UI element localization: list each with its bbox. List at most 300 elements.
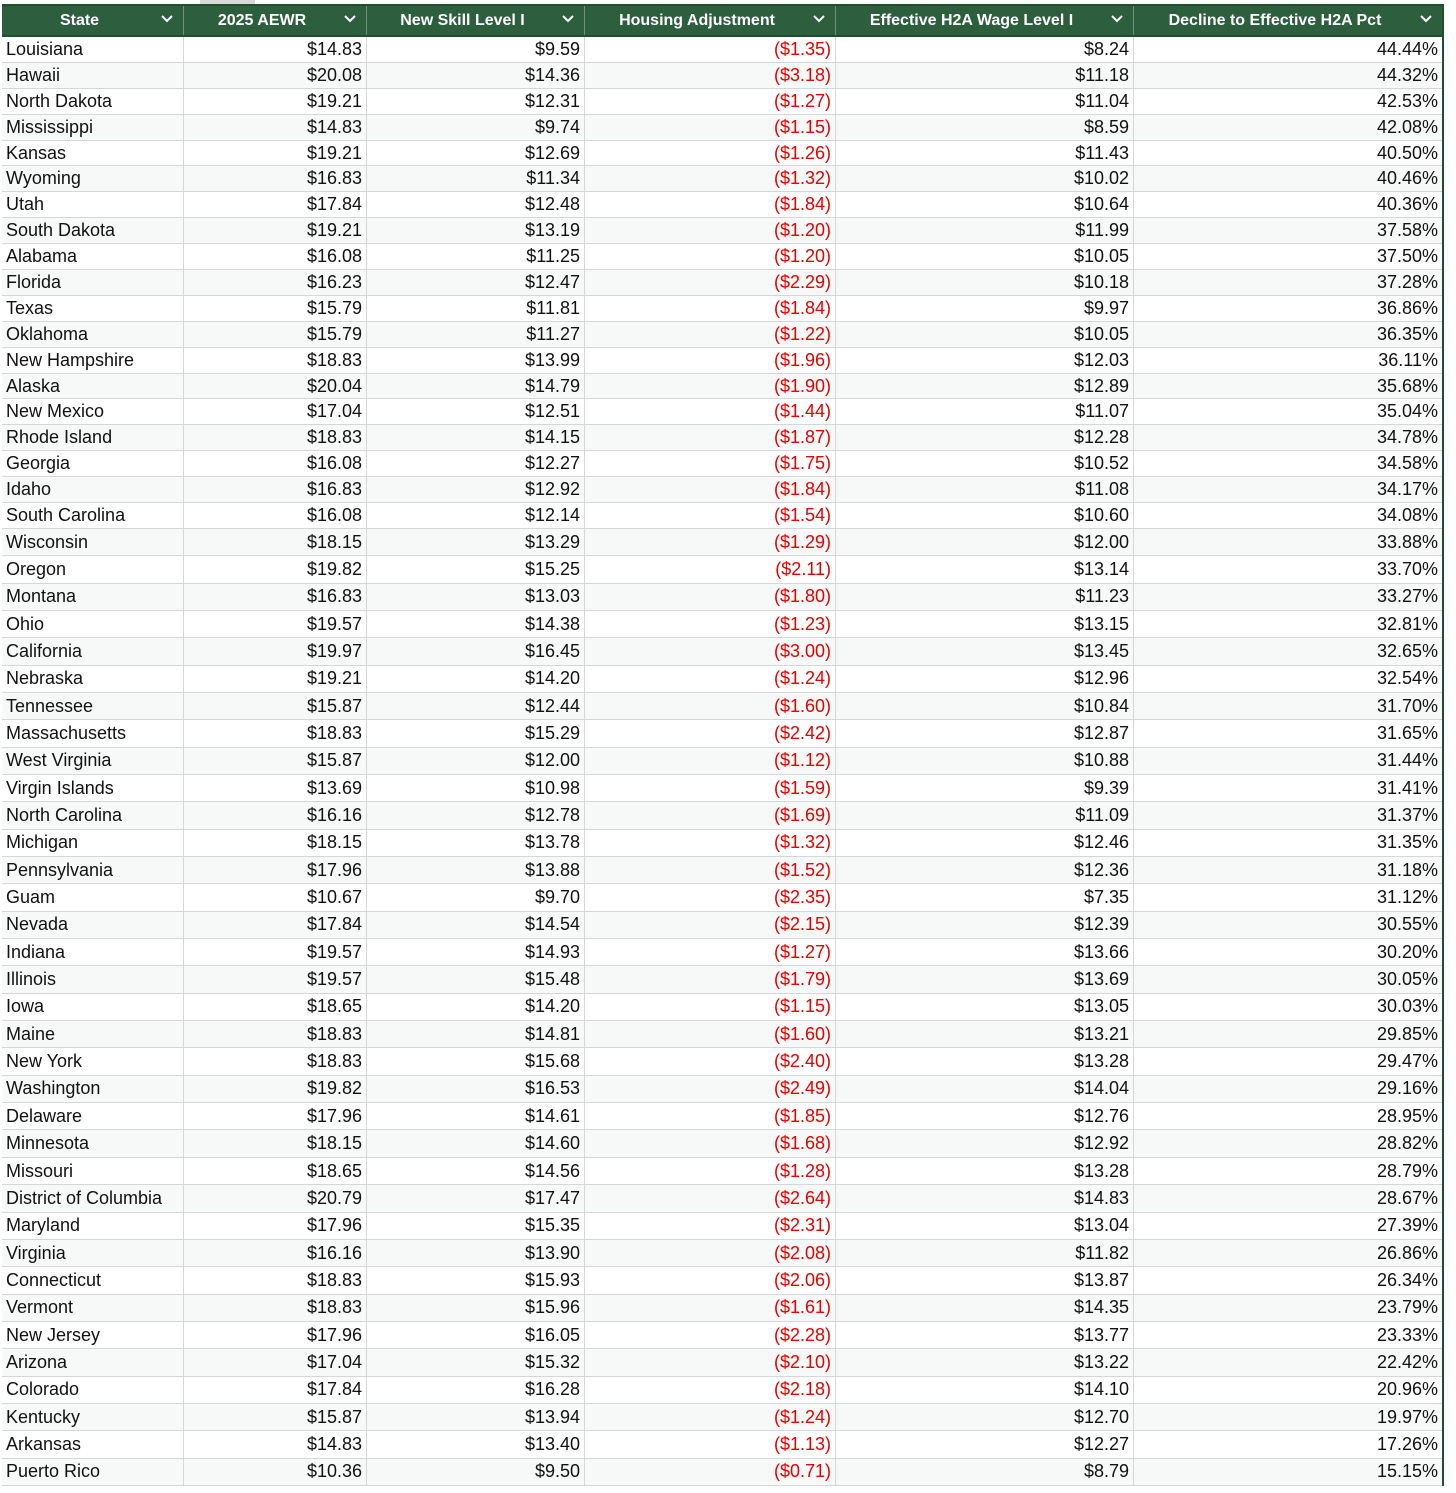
cell-new-skill-level-1[interactable]: $15.25 — [367, 556, 585, 582]
cell-aewr-2025[interactable]: $20.04 — [184, 374, 367, 399]
cell-state[interactable]: Puerto Rico — [2, 1459, 184, 1485]
cell-effective-h2a-wage-level-1[interactable]: $9.97 — [836, 296, 1134, 321]
cell-state[interactable]: Virgin Islands — [2, 775, 184, 801]
cell-housing-adjustment[interactable]: ($2.31) — [585, 1213, 836, 1239]
cell-decline-pct[interactable]: 34.17% — [1376, 479, 1438, 500]
cell-effective-h2a-wage-level-1[interactable]: $10.60 — [836, 503, 1134, 528]
cell-new-skill-level-1[interactable]: $14.15 — [367, 425, 585, 450]
cell-decline-pct[interactable]: 23.79% — [1376, 1297, 1438, 1318]
cell-decline-pct[interactable]: 30.55% — [1376, 914, 1438, 935]
cell-aewr-2025[interactable]: $17.84 — [184, 192, 367, 217]
cell-decline-pct[interactable]: 28.67% — [1376, 1187, 1438, 1208]
cell-state[interactable]: Alabama — [2, 244, 184, 269]
cell-housing-adjustment[interactable]: ($1.26) — [585, 141, 836, 166]
cell-aewr-2025[interactable]: $17.04 — [184, 1349, 367, 1375]
cell-aewr-2025[interactable]: $16.23 — [184, 270, 367, 295]
cell-effective-h2a-wage-level-1[interactable]: $10.05 — [836, 244, 1134, 269]
cell-aewr-2025[interactable]: $19.97 — [184, 638, 367, 664]
cell-decline-pct[interactable]: 31.35% — [1376, 832, 1438, 853]
cell-aewr-2025[interactable]: $16.83 — [184, 477, 367, 502]
cell-effective-h2a-wage-level-1[interactable]: $10.52 — [836, 451, 1134, 476]
cell-decline-pct[interactable]: 15.15% — [1376, 1461, 1438, 1482]
cell-effective-h2a-wage-level-1[interactable]: $12.89 — [836, 374, 1134, 399]
cell-effective-h2a-wage-level-1[interactable]: $12.00 — [836, 529, 1134, 555]
cell-new-skill-level-1[interactable]: $14.38 — [367, 611, 585, 637]
cell-aewr-2025[interactable]: $17.96 — [184, 1103, 367, 1129]
cell-state[interactable]: New Hampshire — [2, 348, 184, 373]
filter-dropdown-icon[interactable] — [1420, 14, 1432, 24]
cell-decline-pct[interactable]: 31.41% — [1376, 777, 1438, 798]
cell-effective-h2a-wage-level-1[interactable]: $13.77 — [836, 1322, 1134, 1348]
cell-decline-pct[interactable]: 28.79% — [1376, 1160, 1438, 1181]
cell-effective-h2a-wage-level-1[interactable]: $13.45 — [836, 638, 1134, 664]
cell-effective-h2a-wage-level-1[interactable]: $7.35 — [836, 884, 1134, 910]
cell-new-skill-level-1[interactable]: $11.25 — [367, 244, 585, 269]
cell-new-skill-level-1[interactable]: $14.61 — [367, 1103, 585, 1129]
cell-housing-adjustment[interactable]: ($1.69) — [585, 802, 836, 828]
cell-housing-adjustment[interactable]: ($1.24) — [585, 666, 836, 692]
cell-effective-h2a-wage-level-1[interactable]: $11.07 — [836, 399, 1134, 424]
cell-decline-pct[interactable]: 35.68% — [1376, 375, 1438, 396]
cell-effective-h2a-wage-level-1[interactable]: $12.03 — [836, 348, 1134, 373]
cell-aewr-2025[interactable]: $16.83 — [184, 166, 367, 191]
cell-housing-adjustment[interactable]: ($2.15) — [585, 912, 836, 938]
cell-decline-pct[interactable]: 37.28% — [1376, 271, 1438, 292]
cell-aewr-2025[interactable]: $18.83 — [184, 1267, 367, 1293]
cell-decline-pct[interactable]: 31.65% — [1376, 723, 1438, 743]
cell-housing-adjustment[interactable]: ($1.27) — [585, 939, 836, 965]
cell-state[interactable]: Massachusetts — [2, 720, 184, 746]
column-header-aewr-2025[interactable] — [184, 6, 367, 35]
cell-new-skill-level-1[interactable]: $15.48 — [367, 966, 585, 992]
cell-aewr-2025[interactable]: $19.82 — [184, 1076, 367, 1102]
cell-decline-pct[interactable]: 33.27% — [1376, 586, 1438, 607]
cell-housing-adjustment[interactable]: ($1.13) — [585, 1431, 836, 1457]
cell-new-skill-level-1[interactable]: $12.92 — [367, 477, 585, 502]
cell-decline-pct[interactable]: 29.85% — [1376, 1023, 1438, 1044]
cell-state[interactable]: Ohio — [2, 611, 184, 637]
cell-decline-pct[interactable]: 28.95% — [1376, 1105, 1438, 1126]
cell-state[interactable]: Iowa — [2, 994, 184, 1020]
cell-new-skill-level-1[interactable]: $17.47 — [367, 1185, 585, 1211]
cell-housing-adjustment[interactable]: ($1.60) — [585, 1021, 836, 1047]
cell-decline-pct[interactable]: 31.18% — [1376, 859, 1438, 880]
cell-new-skill-level-1[interactable]: $12.78 — [367, 802, 585, 828]
cell-effective-h2a-wage-level-1[interactable]: $10.88 — [836, 748, 1134, 774]
cell-aewr-2025[interactable]: $15.79 — [184, 322, 367, 347]
cell-aewr-2025[interactable]: $17.96 — [184, 857, 367, 883]
cell-aewr-2025[interactable]: $17.84 — [184, 1377, 367, 1403]
cell-decline-pct[interactable]: 20.96% — [1376, 1379, 1438, 1400]
cell-new-skill-level-1[interactable]: $11.81 — [367, 296, 585, 321]
cell-housing-adjustment[interactable]: ($1.22) — [585, 322, 836, 347]
column-header-state[interactable] — [2, 6, 184, 35]
cell-decline-pct[interactable]: 32.54% — [1376, 668, 1438, 689]
cell-aewr-2025[interactable]: $18.83 — [184, 1295, 367, 1321]
cell-effective-h2a-wage-level-1[interactable]: $13.14 — [836, 556, 1134, 582]
cell-decline-pct[interactable]: 17.26% — [1376, 1433, 1438, 1454]
cell-housing-adjustment[interactable]: ($1.87) — [585, 425, 836, 450]
cell-decline-pct[interactable]: 26.34% — [1376, 1269, 1438, 1290]
cell-decline-pct[interactable]: 40.50% — [1376, 142, 1438, 163]
cell-aewr-2025[interactable]: $17.04 — [184, 399, 367, 424]
cell-housing-adjustment[interactable]: ($1.84) — [585, 192, 836, 217]
cell-decline-pct[interactable]: 36.11% — [1378, 349, 1438, 370]
cell-aewr-2025[interactable]: $19.57 — [184, 611, 367, 637]
cell-state[interactable]: District of Columbia — [2, 1185, 184, 1211]
cell-aewr-2025[interactable]: $19.21 — [184, 89, 367, 114]
cell-housing-adjustment[interactable]: ($1.84) — [585, 296, 836, 321]
cell-effective-h2a-wage-level-1[interactable]: $13.66 — [836, 939, 1134, 965]
cell-decline-pct[interactable]: 40.36% — [1376, 194, 1438, 215]
cell-new-skill-level-1[interactable]: $16.28 — [367, 1377, 585, 1403]
cell-housing-adjustment[interactable]: ($1.75) — [585, 451, 836, 476]
cell-state[interactable]: New Mexico — [2, 399, 184, 424]
cell-decline-pct[interactable]: 37.50% — [1376, 246, 1438, 267]
cell-effective-h2a-wage-level-1[interactable]: $13.05 — [836, 994, 1134, 1020]
cell-decline-pct[interactable]: 37.58% — [1376, 220, 1438, 241]
cell-aewr-2025[interactable]: $15.87 — [184, 693, 367, 719]
cell-housing-adjustment[interactable]: ($2.28) — [585, 1322, 836, 1348]
cell-effective-h2a-wage-level-1[interactable]: $12.39 — [836, 912, 1134, 938]
cell-state[interactable]: New Jersey — [2, 1322, 184, 1348]
cell-effective-h2a-wage-level-1[interactable]: $12.87 — [836, 720, 1134, 746]
cell-state[interactable]: Washington — [2, 1076, 184, 1102]
cell-housing-adjustment[interactable]: ($2.42) — [585, 720, 836, 746]
cell-state[interactable]: Utah — [2, 192, 184, 217]
cell-state[interactable]: South Carolina — [2, 503, 184, 528]
cell-effective-h2a-wage-level-1[interactable]: $12.92 — [836, 1130, 1134, 1156]
cell-state[interactable]: Arizona — [2, 1349, 184, 1375]
cell-effective-h2a-wage-level-1[interactable]: $14.83 — [836, 1185, 1134, 1211]
cell-effective-h2a-wage-level-1[interactable]: $11.08 — [836, 477, 1134, 502]
cell-new-skill-level-1[interactable]: $14.79 — [367, 374, 585, 399]
cell-effective-h2a-wage-level-1[interactable]: $13.28 — [836, 1158, 1134, 1184]
cell-decline-pct[interactable]: 34.08% — [1376, 504, 1438, 525]
column-header-decline-pct[interactable] — [1134, 6, 1442, 35]
cell-effective-h2a-wage-level-1[interactable]: $11.43 — [836, 141, 1134, 166]
cell-decline-pct[interactable]: 31.44% — [1376, 750, 1438, 771]
cell-effective-h2a-wage-level-1[interactable]: $12.28 — [836, 425, 1134, 450]
cell-decline-pct[interactable]: 29.16% — [1376, 1078, 1438, 1099]
cell-decline-pct[interactable]: 22.42% — [1376, 1351, 1438, 1372]
cell-aewr-2025[interactable]: $18.83 — [184, 1048, 367, 1074]
cell-housing-adjustment[interactable]: ($2.49) — [585, 1076, 836, 1102]
cell-effective-h2a-wage-level-1[interactable]: $11.23 — [836, 584, 1134, 610]
cell-aewr-2025[interactable]: $18.83 — [184, 425, 367, 450]
cell-state[interactable]: North Dakota — [2, 89, 184, 114]
cell-state[interactable]: Nevada — [2, 912, 184, 938]
cell-new-skill-level-1[interactable]: $12.31 — [367, 89, 585, 114]
cell-effective-h2a-wage-level-1[interactable]: $12.76 — [836, 1103, 1134, 1129]
filter-dropdown-icon[interactable] — [813, 14, 825, 24]
cell-effective-h2a-wage-level-1[interactable]: $12.27 — [836, 1431, 1134, 1457]
cell-state[interactable]: Minnesota — [2, 1130, 184, 1156]
cell-aewr-2025[interactable]: $14.83 — [184, 37, 367, 62]
cell-aewr-2025[interactable]: $14.83 — [184, 115, 367, 140]
cell-aewr-2025[interactable]: $18.15 — [184, 529, 367, 555]
cell-decline-pct[interactable]: 34.78% — [1376, 427, 1438, 448]
cell-aewr-2025[interactable]: $18.83 — [184, 348, 367, 373]
cell-housing-adjustment[interactable]: ($3.00) — [585, 638, 836, 664]
cell-housing-adjustment[interactable]: ($1.54) — [585, 503, 836, 528]
cell-effective-h2a-wage-level-1[interactable]: $14.35 — [836, 1295, 1134, 1321]
cell-new-skill-level-1[interactable]: $11.34 — [367, 166, 585, 191]
cell-effective-h2a-wage-level-1[interactable]: $11.09 — [836, 802, 1134, 828]
cell-effective-h2a-wage-level-1[interactable]: $11.99 — [836, 218, 1134, 243]
cell-effective-h2a-wage-level-1[interactable]: $12.46 — [836, 830, 1134, 856]
cell-state[interactable]: Alaska — [2, 374, 184, 399]
cell-effective-h2a-wage-level-1[interactable]: $12.70 — [836, 1404, 1134, 1430]
cell-housing-adjustment[interactable]: ($1.35) — [585, 37, 836, 62]
cell-housing-adjustment[interactable]: ($1.32) — [585, 166, 836, 191]
cell-state[interactable]: Wisconsin — [2, 529, 184, 555]
cell-state[interactable]: Mississippi — [2, 115, 184, 140]
cell-new-skill-level-1[interactable]: $12.14 — [367, 503, 585, 528]
cell-housing-adjustment[interactable]: ($2.10) — [585, 1349, 836, 1375]
cell-housing-adjustment[interactable]: ($1.68) — [585, 1130, 836, 1156]
cell-housing-adjustment[interactable]: ($2.64) — [585, 1185, 836, 1211]
cell-decline-pct[interactable]: 30.20% — [1376, 941, 1438, 962]
cell-effective-h2a-wage-level-1[interactable]: $13.21 — [836, 1021, 1134, 1047]
cell-effective-h2a-wage-level-1[interactable]: $13.87 — [836, 1267, 1134, 1293]
cell-state[interactable]: Illinois — [2, 966, 184, 992]
cell-aewr-2025[interactable]: $16.08 — [184, 451, 367, 476]
cell-housing-adjustment[interactable]: ($0.71) — [585, 1459, 836, 1485]
cell-aewr-2025[interactable]: $19.57 — [184, 966, 367, 992]
cell-effective-h2a-wage-level-1[interactable]: $10.18 — [836, 270, 1134, 295]
cell-decline-pct[interactable]: 31.70% — [1376, 695, 1438, 716]
cell-new-skill-level-1[interactable]: $12.48 — [367, 192, 585, 217]
cell-state[interactable]: Guam — [2, 884, 184, 910]
cell-state[interactable]: Arkansas — [2, 1431, 184, 1457]
cell-aewr-2025[interactable]: $15.87 — [184, 1404, 367, 1430]
cell-aewr-2025[interactable]: $14.83 — [184, 1431, 367, 1457]
cell-state[interactable]: Oregon — [2, 556, 184, 582]
cell-aewr-2025[interactable]: $18.65 — [184, 1158, 367, 1184]
cell-decline-pct[interactable]: 19.97% — [1376, 1406, 1438, 1427]
cell-decline-pct[interactable]: 30.03% — [1376, 996, 1438, 1017]
cell-new-skill-level-1[interactable]: $14.60 — [367, 1130, 585, 1156]
cell-state[interactable]: Maine — [2, 1021, 184, 1047]
cell-aewr-2025[interactable]: $10.36 — [184, 1459, 367, 1485]
cell-housing-adjustment[interactable]: ($1.20) — [585, 244, 836, 269]
cell-new-skill-level-1[interactable]: $13.03 — [367, 584, 585, 610]
cell-new-skill-level-1[interactable]: $14.36 — [367, 63, 585, 88]
cell-new-skill-level-1[interactable]: $15.96 — [367, 1295, 585, 1321]
cell-housing-adjustment[interactable]: ($1.44) — [585, 399, 836, 424]
cell-effective-h2a-wage-level-1[interactable]: $10.02 — [836, 166, 1134, 191]
cell-state[interactable]: Delaware — [2, 1103, 184, 1129]
cell-effective-h2a-wage-level-1[interactable]: $10.64 — [836, 192, 1134, 217]
cell-effective-h2a-wage-level-1[interactable]: $10.84 — [836, 693, 1134, 719]
cell-new-skill-level-1[interactable]: $13.19 — [367, 218, 585, 243]
cell-state[interactable]: Nebraska — [2, 666, 184, 692]
cell-housing-adjustment[interactable]: ($2.08) — [585, 1240, 836, 1266]
cell-new-skill-level-1[interactable]: $14.56 — [367, 1158, 585, 1184]
cell-state[interactable]: Michigan — [2, 830, 184, 856]
cell-new-skill-level-1[interactable]: $14.93 — [367, 939, 585, 965]
cell-aewr-2025[interactable]: $16.16 — [184, 802, 367, 828]
cell-effective-h2a-wage-level-1[interactable]: $14.10 — [836, 1377, 1134, 1403]
cell-housing-adjustment[interactable]: ($1.15) — [585, 115, 836, 140]
column-header-effective-h2a-wage-level-1[interactable] — [836, 6, 1134, 35]
cell-effective-h2a-wage-level-1[interactable]: $13.22 — [836, 1349, 1134, 1375]
cell-state[interactable]: Louisiana — [2, 37, 184, 62]
cell-decline-pct[interactable]: 26.86% — [1376, 1242, 1438, 1263]
cell-housing-adjustment[interactable]: ($1.27) — [585, 89, 836, 114]
cell-state[interactable]: Hawaii — [2, 63, 184, 88]
cell-aewr-2025[interactable]: $19.21 — [184, 141, 367, 166]
cell-effective-h2a-wage-level-1[interactable]: $14.04 — [836, 1076, 1134, 1102]
cell-state[interactable]: Colorado — [2, 1377, 184, 1403]
cell-decline-pct[interactable]: 33.70% — [1376, 558, 1438, 579]
cell-new-skill-level-1[interactable]: $15.29 — [367, 720, 585, 746]
cell-housing-adjustment[interactable]: ($1.80) — [585, 584, 836, 610]
cell-new-skill-level-1[interactable]: $13.88 — [367, 857, 585, 883]
cell-aewr-2025[interactable]: $19.21 — [184, 666, 367, 692]
cell-decline-pct[interactable]: 30.05% — [1376, 969, 1438, 990]
cell-decline-pct[interactable]: 32.65% — [1376, 640, 1438, 661]
cell-new-skill-level-1[interactable]: $16.53 — [367, 1076, 585, 1102]
cell-aewr-2025[interactable]: $15.79 — [184, 296, 367, 321]
cell-effective-h2a-wage-level-1[interactable]: $12.36 — [836, 857, 1134, 883]
cell-effective-h2a-wage-level-1[interactable]: $11.18 — [836, 63, 1134, 88]
cell-state[interactable]: Texas — [2, 296, 184, 321]
cell-decline-pct[interactable]: 36.86% — [1376, 297, 1438, 318]
cell-housing-adjustment[interactable]: ($1.79) — [585, 966, 836, 992]
cell-new-skill-level-1[interactable]: $16.45 — [367, 638, 585, 664]
cell-new-skill-level-1[interactable]: $12.51 — [367, 399, 585, 424]
cell-housing-adjustment[interactable]: ($1.24) — [585, 1404, 836, 1430]
cell-new-skill-level-1[interactable]: $15.35 — [367, 1213, 585, 1239]
cell-state[interactable]: Montana — [2, 584, 184, 610]
cell-housing-adjustment[interactable]: ($2.29) — [585, 270, 836, 295]
cell-state[interactable]: Missouri — [2, 1158, 184, 1184]
cell-new-skill-level-1[interactable]: $9.74 — [367, 115, 585, 140]
cell-new-skill-level-1[interactable]: $14.81 — [367, 1021, 585, 1047]
cell-new-skill-level-1[interactable]: $13.90 — [367, 1240, 585, 1266]
cell-housing-adjustment[interactable]: ($1.12) — [585, 748, 836, 774]
cell-state[interactable]: Rhode Island — [2, 425, 184, 450]
cell-state[interactable]: Indiana — [2, 939, 184, 965]
cell-state[interactable]: Maryland — [2, 1213, 184, 1239]
column-header-housing-adjustment[interactable] — [585, 6, 836, 35]
cell-state[interactable]: Georgia — [2, 451, 184, 476]
cell-new-skill-level-1[interactable]: $12.44 — [367, 693, 585, 719]
cell-state[interactable]: New York — [2, 1048, 184, 1074]
cell-aewr-2025[interactable]: $10.67 — [184, 884, 367, 910]
cell-effective-h2a-wage-level-1[interactable]: $8.59 — [836, 115, 1134, 140]
cell-aewr-2025[interactable]: $19.82 — [184, 556, 367, 582]
cell-state[interactable]: Connecticut — [2, 1267, 184, 1293]
cell-housing-adjustment[interactable]: ($1.32) — [585, 830, 836, 856]
cell-state[interactable]: North Carolina — [2, 802, 184, 828]
cell-decline-pct[interactable]: 42.08% — [1376, 116, 1438, 137]
cell-decline-pct[interactable]: 42.53% — [1376, 90, 1438, 111]
cell-new-skill-level-1[interactable]: $16.05 — [367, 1322, 585, 1348]
cell-new-skill-level-1[interactable]: $13.78 — [367, 830, 585, 856]
cell-decline-pct[interactable]: 44.32% — [1376, 64, 1438, 85]
cell-housing-adjustment[interactable]: ($1.85) — [585, 1103, 836, 1129]
cell-housing-adjustment[interactable]: ($2.18) — [585, 1377, 836, 1403]
cell-new-skill-level-1[interactable]: $9.59 — [367, 37, 585, 62]
cell-decline-pct[interactable]: 32.81% — [1376, 613, 1438, 634]
cell-aewr-2025[interactable]: $20.79 — [184, 1185, 367, 1211]
cell-new-skill-level-1[interactable]: $12.47 — [367, 270, 585, 295]
filter-dropdown-icon[interactable] — [344, 14, 356, 24]
cell-new-skill-level-1[interactable]: $13.99 — [367, 348, 585, 373]
cell-new-skill-level-1[interactable]: $14.20 — [367, 666, 585, 692]
cell-decline-pct[interactable]: 33.88% — [1376, 531, 1438, 552]
cell-decline-pct[interactable]: 40.46% — [1376, 168, 1438, 189]
cell-aewr-2025[interactable]: $16.16 — [184, 1240, 367, 1266]
cell-decline-pct[interactable]: 35.04% — [1376, 401, 1438, 422]
cell-aewr-2025[interactable]: $17.84 — [184, 912, 367, 938]
cell-new-skill-level-1[interactable]: $11.27 — [367, 322, 585, 347]
cell-aewr-2025[interactable]: $18.83 — [184, 720, 367, 746]
cell-state[interactable]: Tennessee — [2, 693, 184, 719]
cell-state[interactable]: Kentucky — [2, 1404, 184, 1430]
cell-housing-adjustment[interactable]: ($1.60) — [585, 693, 836, 719]
cell-state[interactable]: Vermont — [2, 1295, 184, 1321]
cell-effective-h2a-wage-level-1[interactable]: $13.69 — [836, 966, 1134, 992]
cell-new-skill-level-1[interactable]: $13.40 — [367, 1431, 585, 1457]
cell-housing-adjustment[interactable]: ($1.23) — [585, 611, 836, 637]
cell-decline-pct[interactable]: 23.33% — [1376, 1324, 1438, 1345]
cell-state[interactable]: Virginia — [2, 1240, 184, 1266]
cell-aewr-2025[interactable]: $18.83 — [184, 1021, 367, 1047]
cell-state[interactable]: West Virginia — [2, 748, 184, 774]
cell-new-skill-level-1[interactable]: $12.27 — [367, 451, 585, 476]
cell-aewr-2025[interactable]: $15.87 — [184, 748, 367, 774]
cell-state[interactable]: Florida — [2, 270, 184, 295]
cell-effective-h2a-wage-level-1[interactable]: $13.28 — [836, 1048, 1134, 1074]
cell-housing-adjustment[interactable]: ($1.59) — [585, 775, 836, 801]
cell-decline-pct[interactable]: 36.35% — [1376, 323, 1438, 344]
cell-effective-h2a-wage-level-1[interactable]: $13.15 — [836, 611, 1134, 637]
cell-new-skill-level-1[interactable]: $14.20 — [367, 994, 585, 1020]
cell-decline-pct[interactable]: 27.39% — [1376, 1215, 1438, 1236]
cell-state[interactable]: Idaho — [2, 477, 184, 502]
cell-housing-adjustment[interactable]: ($1.29) — [585, 529, 836, 555]
cell-aewr-2025[interactable]: $18.65 — [184, 994, 367, 1020]
filter-dropdown-icon[interactable] — [161, 14, 173, 24]
cell-decline-pct[interactable]: 44.44% — [1376, 38, 1438, 59]
cell-housing-adjustment[interactable]: ($2.11) — [585, 556, 836, 582]
cell-effective-h2a-wage-level-1[interactable]: $13.04 — [836, 1213, 1134, 1239]
cell-housing-adjustment[interactable]: ($1.61) — [585, 1295, 836, 1321]
cell-new-skill-level-1[interactable]: $13.94 — [367, 1404, 585, 1430]
cell-new-skill-level-1[interactable]: $13.29 — [367, 529, 585, 555]
cell-decline-pct[interactable]: 34.58% — [1376, 453, 1438, 474]
cell-aewr-2025[interactable]: $18.15 — [184, 830, 367, 856]
cell-housing-adjustment[interactable]: ($1.20) — [585, 218, 836, 243]
cell-state[interactable]: Kansas — [2, 141, 184, 166]
cell-effective-h2a-wage-level-1[interactable]: $8.79 — [836, 1459, 1134, 1485]
cell-aewr-2025[interactable]: $18.15 — [184, 1130, 367, 1156]
cell-state[interactable]: South Dakota — [2, 218, 184, 243]
cell-effective-h2a-wage-level-1[interactable]: $10.05 — [836, 322, 1134, 347]
cell-state[interactable]: Pennsylvania — [2, 857, 184, 883]
cell-housing-adjustment[interactable]: ($1.96) — [585, 348, 836, 373]
cell-housing-adjustment[interactable]: ($1.52) — [585, 857, 836, 883]
filter-dropdown-icon[interactable] — [1111, 14, 1123, 24]
cell-effective-h2a-wage-level-1[interactable]: $11.04 — [836, 89, 1134, 114]
cell-housing-adjustment[interactable]: ($2.35) — [585, 884, 836, 910]
cell-new-skill-level-1[interactable]: $15.93 — [367, 1267, 585, 1293]
cell-new-skill-level-1[interactable]: $12.69 — [367, 141, 585, 166]
